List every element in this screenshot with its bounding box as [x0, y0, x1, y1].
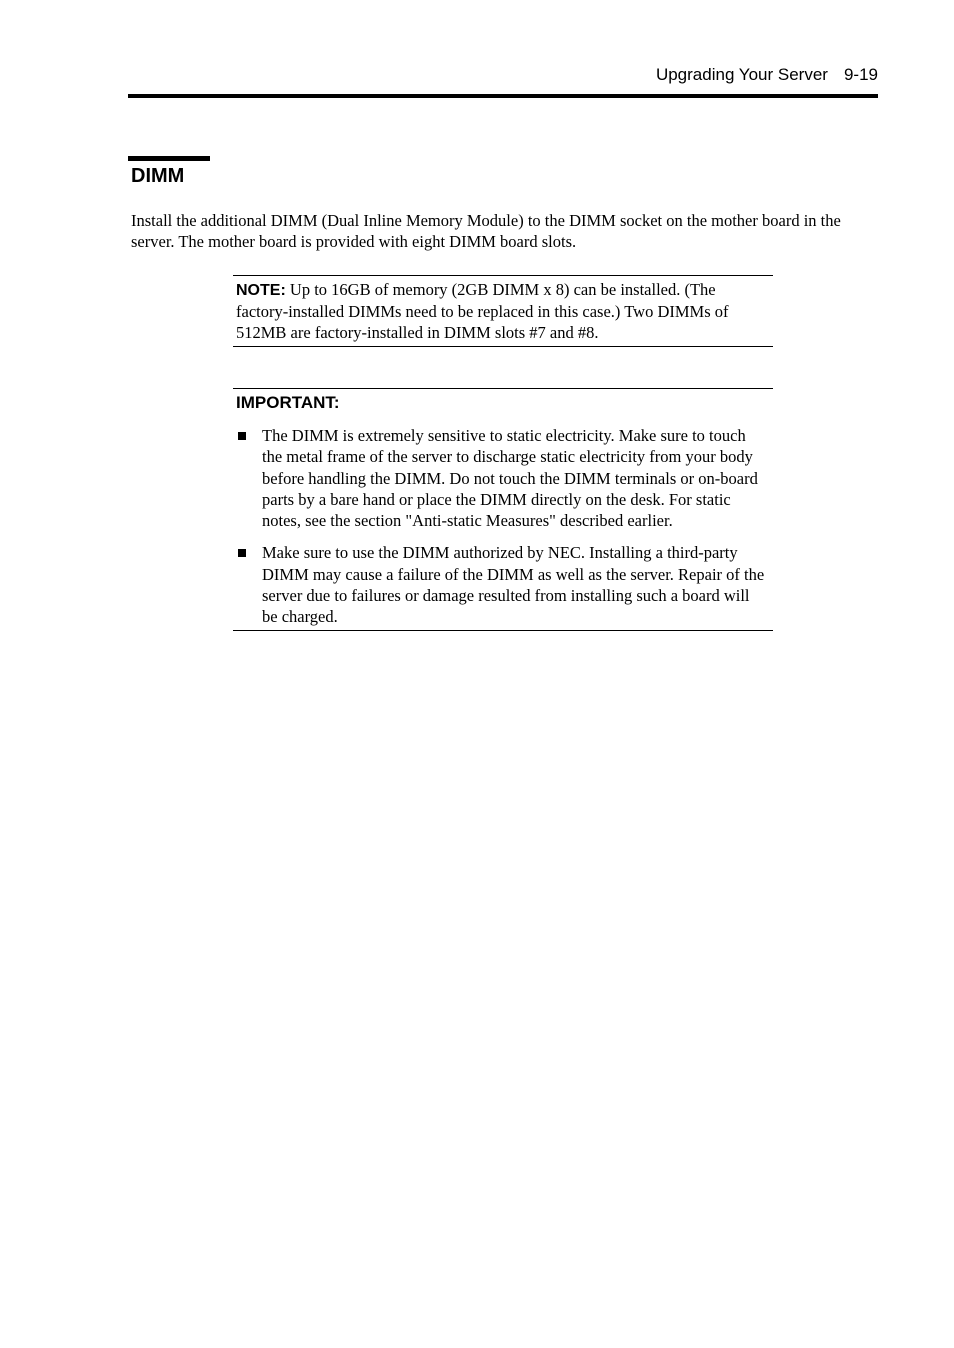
important-label: IMPORTANT: [236, 393, 340, 412]
section-title: DIMM [131, 165, 185, 187]
important-list [236, 425, 769, 628]
list-item [236, 425, 769, 531]
list-item-text: The DIMM is extremely sensitive to static electricity. Make sure to touch the metal frame of the server to discharge static electricity from your body before handling the DIMM. Do not touch the DIMM terminals or on-board parts by a bare hand or place the DIMM directly on the desk. For static notes, see the section "Anti-static Measures" described earlier. [262, 426, 758, 531]
square-bullet-icon [238, 549, 246, 557]
running-title: Upgrading Your Server [655, 65, 828, 84]
square-bullet-icon [238, 432, 246, 440]
list-item [236, 542, 769, 627]
note-text: Up to 16GB of memory (2GB DIMM x 8) can be installed. (The factory-installed DIMMs need to be replaced in this case.) Two DIMMs of 512MB are factory-installed in DIMM slots #7 and #8. [236, 280, 729, 342]
intro-paragraph: Install the additional DIMM (Dual Inline Memory Module) to the DIMM socket on the mother board in the server. The mother board is provided with eight DIMM board slots. [131, 211, 841, 251]
note-box [233, 275, 773, 347]
running-header [656, 65, 878, 85]
page-number: 9-19 [843, 65, 878, 84]
important-box [233, 388, 773, 631]
page-header [128, 64, 878, 98]
section-heading [128, 156, 210, 188]
note-label: NOTE: [236, 282, 286, 299]
list-item-text: Make sure to use the DIMM authorized by NEC. Installing a third-party DIMM may cause a failure of the DIMM as well as the server. Repair of the server due to failures or damage resulted from installing such a board will be charged. [262, 543, 765, 627]
